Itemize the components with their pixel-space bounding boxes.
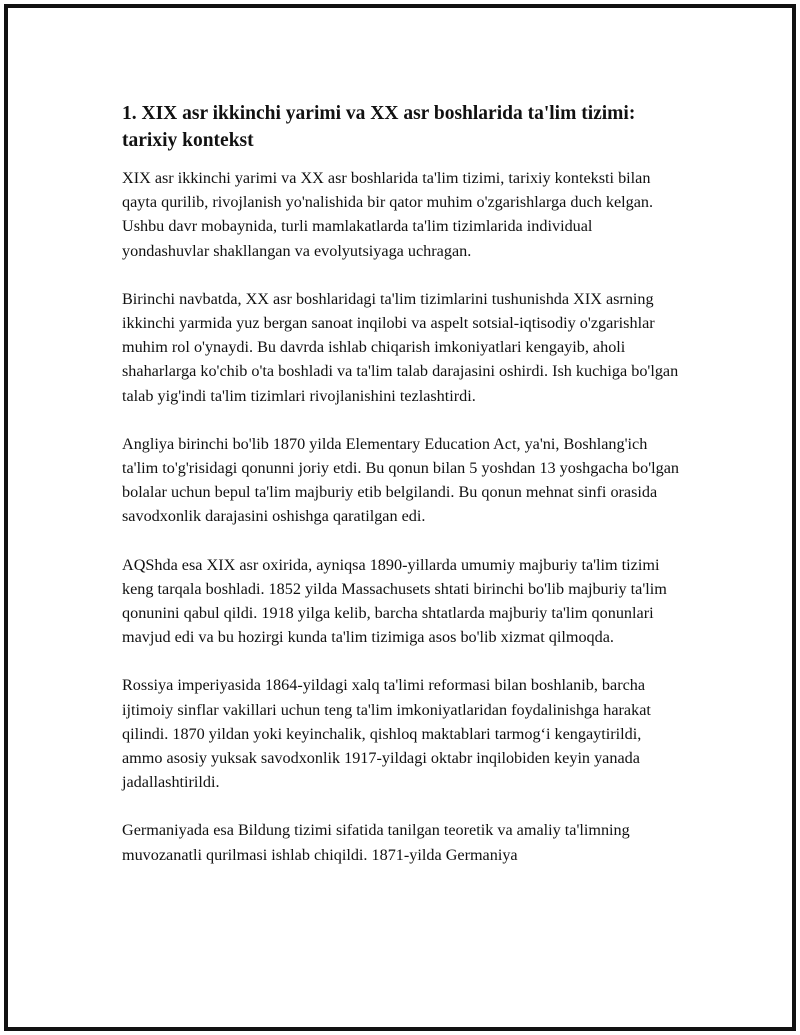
- paragraph-industrial-revolution: Birinchi navbatda, XX asr boshlaridagi ta'lim tizimlarini tushunishda XIX asrning ikkinchi yarmida yuz bergan sanoat inqilobi va aspelt sotsial-iqtisodiy o'zgarishlar muhim rol o'ynaydi. Bu davrda ishlab chiqarish imkoniyatlari kengayib, aholi shaharlarga ko'chib o'ta boshladi va ta'lim talab darajasini oshirdi. Ish kuchiga bo'lgan talab yig'indi ta'lim tizimlari rivojlanishini tezlashtirdi.: [122, 289, 679, 405]
- paragraph-russia: Rossiya imperiyasida 1864-yildagi xalq ta'limi reformasi bilan boshlanib, barcha ijtimoiy sinflar vakillari uchun teng ta'lim imkoniyatlaridan foydalinishga harakat qilindi. 1870 yildan yoki keyinchalik, qishloq maktablari tarmog‘i kengaytirildi, ammo asosiy yuksak savodxonlik 1917-yildagi oktabr inqilobiden keyin yanada jadallashtirildi.: [122, 676, 651, 792]
- paragraph-usa: AQShda esa XIX asr oxirida, ayniqsa 1890-yillarda umumiy majburiy ta'lim tizimi keng tarqala boshladi. 1852 yilda Massachusets shtati birinchi bo'lib majburiy ta'lim qonunini qabul qildi. 1918 yilga kelib, barcha shtatlarda majburiy ta'lim qonunlari mavjud edi va bu hozirgi kunda ta'lim tizimiga asos bo'lib xizmat qilmoqda.: [122, 555, 667, 647]
- section-heading: 1. XIX asr ikkinchi yarimi va XX asr boshlarida ta'lim tizimi: tarixiy kontekst: [122, 103, 636, 151]
- paragraph-intro: XIX asr ikkinchi yarimi va XX asr boshlarida ta'lim tizimi, tarixiy konteksti bilan qayta qurilib, rivojlanish yo'nalishida bir qator muhim o'zgarishlarga duch kelgan. Ushbu davr mobaynida, turli mamlakatlarda ta'lim tizimlarida individual yondashuvlar shakllangan va evolyutsiyaga uchragan.: [122, 169, 654, 260]
- paragraph-germany: Germaniyada esa Bildung tizimi sifatida tanilgan teoretik va amaliy ta'limning muvozanatli qurilmasi ishlab chiqildi. 1871-yilda Germaniya: [122, 821, 630, 864]
- page-frame: [4, 4, 796, 1031]
- paragraph-england: Angliya birinchi bo'lib 1870 yilda Elementary Education Act, ya'ni, Boshlang'ich ta'lim to'g'risidagi qonunni joriy etdi. Bu qonun bilan 5 yoshdan 13 yoshgacha bo'lgan bolalar uchun bepul ta'lim majburiy etib belgilandi. Bu qonun mehnat sinfi orasida savodxonlik darajasini oshishga qaratilgan edi.: [122, 434, 680, 526]
- document-body: [122, 100, 682, 891]
